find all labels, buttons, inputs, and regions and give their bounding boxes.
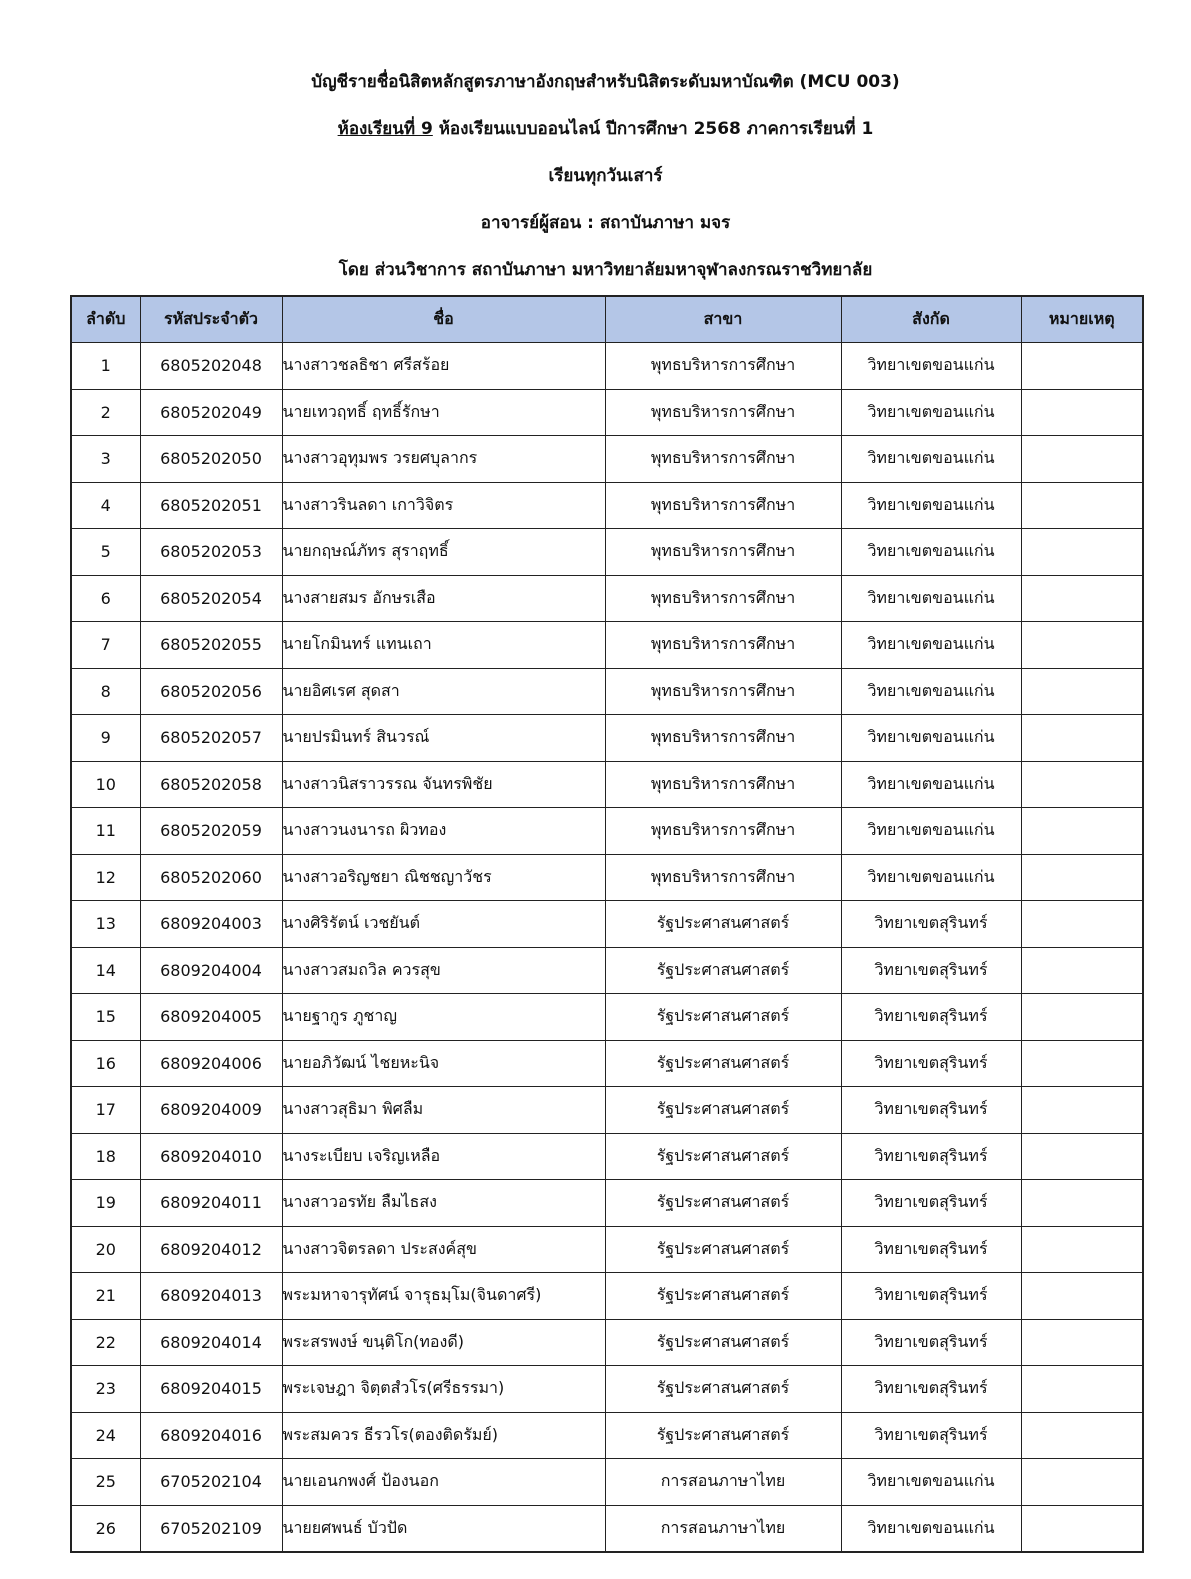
note-cell bbox=[1021, 761, 1143, 808]
table-row bbox=[71, 854, 1143, 901]
campus-cell: วิทยาเขตสุรินทร์ bbox=[841, 1133, 1021, 1180]
schedule-line: เรียนทุกวันเสาร์ bbox=[548, 166, 663, 186]
student-id-cell: 6805202060 bbox=[140, 854, 282, 901]
major-cell: รัฐประศาสนศาสตร์ bbox=[605, 1273, 841, 1320]
row-number-cell: 24 bbox=[71, 1412, 140, 1459]
note-cell bbox=[1021, 1040, 1143, 1087]
student-name-cell: นายกฤษณ์ภัทร สุราฤทธิ์ bbox=[282, 529, 605, 576]
major-cell: พุทธบริหารการศึกษา bbox=[605, 668, 841, 715]
table-row bbox=[71, 947, 1143, 994]
table-row bbox=[71, 389, 1143, 436]
campus-cell: วิทยาเขตขอนแก่น bbox=[841, 482, 1021, 529]
student-name-cell: นายยศพนธ์ บัวปัด bbox=[282, 1505, 605, 1552]
column-header-name: ชื่อ bbox=[282, 296, 605, 343]
column-header-student-id: รหัสประจำตัว bbox=[140, 296, 282, 343]
table-row bbox=[71, 482, 1143, 529]
student-id-cell: 6809204011 bbox=[140, 1180, 282, 1227]
table-row bbox=[71, 994, 1143, 1041]
campus-cell: วิทยาเขตขอนแก่น bbox=[841, 808, 1021, 855]
table-row bbox=[71, 1180, 1143, 1227]
campus-cell: วิทยาเขตขอนแก่น bbox=[841, 529, 1021, 576]
row-number-cell: 7 bbox=[71, 622, 140, 669]
student-name-cell: นางสาวอริญชยา ณิชชญาวัชร bbox=[282, 854, 605, 901]
campus-cell: วิทยาเขตสุรินทร์ bbox=[841, 1226, 1021, 1273]
note-cell bbox=[1021, 994, 1143, 1041]
student-id-cell: 6809204006 bbox=[140, 1040, 282, 1087]
major-cell: รัฐประศาสนศาสตร์ bbox=[605, 1366, 841, 1413]
major-cell: รัฐประศาสนศาสตร์ bbox=[605, 1319, 841, 1366]
table-header-row bbox=[71, 296, 1143, 343]
major-cell: พุทธบริหารการศึกษา bbox=[605, 482, 841, 529]
table-row bbox=[71, 343, 1143, 390]
student-name-cell: นายอิศเรศ สุดสา bbox=[282, 668, 605, 715]
student-name-cell: พระสรพงษ์ ขนฺติโก(ทองดี) bbox=[282, 1319, 605, 1366]
table-row bbox=[71, 1319, 1143, 1366]
note-cell bbox=[1021, 1366, 1143, 1413]
student-id-cell: 6809204004 bbox=[140, 947, 282, 994]
student-id-cell: 6809204016 bbox=[140, 1412, 282, 1459]
table-row bbox=[71, 1412, 1143, 1459]
student-name-cell: พระมหาจารุทัศน์ จารุธมฺโม(จินดาศรี) bbox=[282, 1273, 605, 1320]
row-number-cell: 9 bbox=[71, 715, 140, 762]
campus-cell: วิทยาเขตสุรินทร์ bbox=[841, 1273, 1021, 1320]
student-id-cell: 6809204015 bbox=[140, 1366, 282, 1413]
classroom-label: ห้องเรียนที่ 9 bbox=[337, 119, 433, 139]
major-cell: พุทธบริหารการศึกษา bbox=[605, 575, 841, 622]
classroom-line bbox=[10, 117, 1191, 141]
student-id-cell: 6805202053 bbox=[140, 529, 282, 576]
table-row bbox=[71, 1133, 1143, 1180]
student-name-cell: นายเอนกพงศ์ ป้องนอก bbox=[282, 1459, 605, 1506]
row-number-cell: 2 bbox=[71, 389, 140, 436]
table-row bbox=[71, 761, 1143, 808]
campus-cell: วิทยาเขตขอนแก่น bbox=[841, 715, 1021, 762]
row-number-cell: 26 bbox=[71, 1505, 140, 1552]
student-id-cell: 6805202059 bbox=[140, 808, 282, 855]
row-number-cell: 16 bbox=[71, 1040, 140, 1087]
student-id-cell: 6809204005 bbox=[140, 994, 282, 1041]
major-cell: รัฐประศาสนศาสตร์ bbox=[605, 1226, 841, 1273]
major-cell: รัฐประศาสนศาสตร์ bbox=[605, 1412, 841, 1459]
student-id-cell: 6809204009 bbox=[140, 1087, 282, 1134]
row-number-cell: 4 bbox=[71, 482, 140, 529]
row-number-cell: 22 bbox=[71, 1319, 140, 1366]
student-id-cell: 6805202056 bbox=[140, 668, 282, 715]
row-number-cell: 19 bbox=[71, 1180, 140, 1227]
row-number-cell: 15 bbox=[71, 994, 140, 1041]
major-cell: พุทธบริหารการศึกษา bbox=[605, 808, 841, 855]
student-id-cell: 6809204013 bbox=[140, 1273, 282, 1320]
major-cell: รัฐประศาสนศาสตร์ bbox=[605, 1040, 841, 1087]
major-cell: พุทธบริหารการศึกษา bbox=[605, 761, 841, 808]
row-number-cell: 3 bbox=[71, 436, 140, 483]
student-id-cell: 6809204014 bbox=[140, 1319, 282, 1366]
campus-cell: วิทยาเขตสุรินทร์ bbox=[841, 947, 1021, 994]
student-id-cell: 6805202058 bbox=[140, 761, 282, 808]
student-name-cell: นางสาวจิตรลดา ประสงค์สุข bbox=[282, 1226, 605, 1273]
table-row bbox=[71, 1366, 1143, 1413]
row-number-cell: 1 bbox=[71, 343, 140, 390]
table-row bbox=[71, 575, 1143, 622]
row-number-cell: 17 bbox=[71, 1087, 140, 1134]
table-row bbox=[71, 901, 1143, 948]
note-cell bbox=[1021, 436, 1143, 483]
note-cell bbox=[1021, 1412, 1143, 1459]
note-cell bbox=[1021, 715, 1143, 762]
student-id-cell: 6809204010 bbox=[140, 1133, 282, 1180]
note-cell bbox=[1021, 343, 1143, 390]
major-cell: รัฐประศาสนศาสตร์ bbox=[605, 1133, 841, 1180]
note-cell bbox=[1021, 482, 1143, 529]
organizer-line: โดย ส่วนวิชาการ สถาบันภาษา มหาวิทยาลัยมหาจุฬาลงกรณราชวิทยาลัย bbox=[338, 260, 873, 280]
table-row bbox=[71, 808, 1143, 855]
campus-cell: วิทยาเขตสุรินทร์ bbox=[841, 1087, 1021, 1134]
major-cell: รัฐประศาสนศาสตร์ bbox=[605, 1087, 841, 1134]
major-cell: การสอนภาษาไทย bbox=[605, 1459, 841, 1506]
note-cell bbox=[1021, 1459, 1143, 1506]
student-id-cell: 6705202104 bbox=[140, 1459, 282, 1506]
student-name-cell: นางสาวรินลดา เกาวิจิตร bbox=[282, 482, 605, 529]
campus-cell: วิทยาเขตสุรินทร์ bbox=[841, 1319, 1021, 1366]
instructor-line: อาจารย์ผู้สอน : สถาบันภาษา มจร bbox=[480, 213, 731, 233]
note-cell bbox=[1021, 854, 1143, 901]
campus-cell: วิทยาเขตขอนแก่น bbox=[841, 343, 1021, 390]
note-cell bbox=[1021, 1133, 1143, 1180]
row-number-cell: 6 bbox=[71, 575, 140, 622]
campus-cell: วิทยาเขตขอนแก่น bbox=[841, 1505, 1021, 1552]
row-number-cell: 25 bbox=[71, 1459, 140, 1506]
student-name-cell: นายโกมินทร์ แทนเถา bbox=[282, 622, 605, 669]
major-cell: รัฐประศาสนศาสตร์ bbox=[605, 947, 841, 994]
student-name-cell: นางสายสมร อักษรเสือ bbox=[282, 575, 605, 622]
student-id-cell: 6809204003 bbox=[140, 901, 282, 948]
column-header-campus: สังกัด bbox=[841, 296, 1021, 343]
document-title: บัญชีรายชื่อนิสิตหลักสูตรภาษาอังกฤษสำหรับนิสิตระดับมหาบัณฑิต (MCU 003) bbox=[311, 72, 900, 92]
note-cell bbox=[1021, 389, 1143, 436]
column-header-note: หมายเหตุ bbox=[1021, 296, 1143, 343]
note-cell bbox=[1021, 1273, 1143, 1320]
table-row bbox=[71, 1087, 1143, 1134]
student-name-cell: นายอภิวัฒน์ ไชยหะนิจ bbox=[282, 1040, 605, 1087]
table-row bbox=[71, 1459, 1143, 1506]
row-number-cell: 8 bbox=[71, 668, 140, 715]
major-cell: รัฐประศาสนศาสตร์ bbox=[605, 901, 841, 948]
campus-cell: วิทยาเขตขอนแก่น bbox=[841, 436, 1021, 483]
major-cell: พุทธบริหารการศึกษา bbox=[605, 854, 841, 901]
note-cell bbox=[1021, 1319, 1143, 1366]
table-row bbox=[71, 715, 1143, 762]
column-header-major: สาขา bbox=[605, 296, 841, 343]
table-row bbox=[71, 1273, 1143, 1320]
student-name-cell: นางศิริรัตน์ เวชยันต์ bbox=[282, 901, 605, 948]
student-name-cell: นางสาวนงนารถ ผิวทอง bbox=[282, 808, 605, 855]
campus-cell: วิทยาเขตขอนแก่น bbox=[841, 668, 1021, 715]
major-cell: รัฐประศาสนศาสตร์ bbox=[605, 994, 841, 1041]
major-cell: พุทธบริหารการศึกษา bbox=[605, 715, 841, 762]
campus-cell: วิทยาเขตสุรินทร์ bbox=[841, 1412, 1021, 1459]
note-cell bbox=[1021, 1180, 1143, 1227]
table-row bbox=[71, 436, 1143, 483]
student-id-cell: 6705202109 bbox=[140, 1505, 282, 1552]
table-row bbox=[71, 1226, 1143, 1273]
major-cell: พุทธบริหารการศึกษา bbox=[605, 389, 841, 436]
campus-cell: วิทยาเขตขอนแก่น bbox=[841, 761, 1021, 808]
table-row bbox=[71, 1505, 1143, 1552]
campus-cell: วิทยาเขตขอนแก่น bbox=[841, 575, 1021, 622]
campus-cell: วิทยาเขตขอนแก่น bbox=[841, 854, 1021, 901]
row-number-cell: 23 bbox=[71, 1366, 140, 1413]
student-id-cell: 6805202054 bbox=[140, 575, 282, 622]
student-id-cell: 6805202048 bbox=[140, 343, 282, 390]
student-name-cell: นางสาวอุทุมพร วรยศบุลากร bbox=[282, 436, 605, 483]
classroom-detail: ห้องเรียนแบบออนไลน์ ปีการศึกษา 2568 ภาคการเรียนที่ 1 bbox=[432, 119, 874, 139]
row-number-cell: 14 bbox=[71, 947, 140, 994]
student-name-cell: พระเจษฎา จิตฺตสํวโร(ศรีธรรมา) bbox=[282, 1366, 605, 1413]
student-name-cell: นายปรมินทร์ สินวรณ์ bbox=[282, 715, 605, 762]
row-number-cell: 20 bbox=[71, 1226, 140, 1273]
row-number-cell: 10 bbox=[71, 761, 140, 808]
campus-cell: วิทยาเขตสุรินทร์ bbox=[841, 994, 1021, 1041]
major-cell: พุทธบริหารการศึกษา bbox=[605, 343, 841, 390]
major-cell: พุทธบริหารการศึกษา bbox=[605, 436, 841, 483]
table-row bbox=[71, 1040, 1143, 1087]
student-name-cell: นางสาวสุธิมา พิศลืม bbox=[282, 1087, 605, 1134]
note-cell bbox=[1021, 668, 1143, 715]
campus-cell: วิทยาเขตสุรินทร์ bbox=[841, 1040, 1021, 1087]
student-id-cell: 6805202051 bbox=[140, 482, 282, 529]
table-body bbox=[71, 343, 1143, 1553]
student-name-cell: นางสาวชลธิชา ศรีสร้อย bbox=[282, 343, 605, 390]
row-number-cell: 11 bbox=[71, 808, 140, 855]
student-name-cell: นางสาวสมถวิล ควรสุข bbox=[282, 947, 605, 994]
campus-cell: วิทยาเขตสุรินทร์ bbox=[841, 1366, 1021, 1413]
student-id-cell: 6805202057 bbox=[140, 715, 282, 762]
major-cell: พุทธบริหารการศึกษา bbox=[605, 622, 841, 669]
major-cell: พุทธบริหารการศึกษา bbox=[605, 529, 841, 576]
major-cell: การสอนภาษาไทย bbox=[605, 1505, 841, 1552]
row-number-cell: 12 bbox=[71, 854, 140, 901]
note-cell bbox=[1021, 575, 1143, 622]
student-name-cell: นางระเบียบ เจริญเหลือ bbox=[282, 1133, 605, 1180]
student-name-cell: พระสมควร ธีรวโร(ตองติดรัมย์) bbox=[282, 1412, 605, 1459]
row-number-cell: 13 bbox=[71, 901, 140, 948]
row-number-cell: 21 bbox=[71, 1273, 140, 1320]
student-id-cell: 6805202055 bbox=[140, 622, 282, 669]
table-row bbox=[71, 529, 1143, 576]
student-id-cell: 6809204012 bbox=[140, 1226, 282, 1273]
note-cell bbox=[1021, 529, 1143, 576]
campus-cell: วิทยาเขตสุรินทร์ bbox=[841, 901, 1021, 948]
student-name-cell: นางสาวอรทัย ลืมไธสง bbox=[282, 1180, 605, 1227]
row-number-cell: 5 bbox=[71, 529, 140, 576]
student-roster-table bbox=[70, 295, 1144, 1553]
campus-cell: วิทยาเขตขอนแก่น bbox=[841, 622, 1021, 669]
note-cell bbox=[1021, 947, 1143, 994]
note-cell bbox=[1021, 808, 1143, 855]
campus-cell: วิทยาเขตขอนแก่น bbox=[841, 1459, 1021, 1506]
note-cell bbox=[1021, 1087, 1143, 1134]
student-id-cell: 6805202050 bbox=[140, 436, 282, 483]
table-row bbox=[71, 668, 1143, 715]
student-name-cell: นายเทวฤทธิ์ ฤทธิ์รักษา bbox=[282, 389, 605, 436]
campus-cell: วิทยาเขตสุรินทร์ bbox=[841, 1180, 1021, 1227]
note-cell bbox=[1021, 1226, 1143, 1273]
student-name-cell: นางสาวนิสราวรรณ จันทรพิชัย bbox=[282, 761, 605, 808]
note-cell bbox=[1021, 901, 1143, 948]
column-header-no: ลำดับ bbox=[71, 296, 140, 343]
student-name-cell: นายฐากูร ภูชาญ bbox=[282, 994, 605, 1041]
row-number-cell: 18 bbox=[71, 1133, 140, 1180]
note-cell bbox=[1021, 1505, 1143, 1552]
major-cell: รัฐประศาสนศาสตร์ bbox=[605, 1180, 841, 1227]
note-cell bbox=[1021, 622, 1143, 669]
table-row bbox=[71, 622, 1143, 669]
campus-cell: วิทยาเขตขอนแก่น bbox=[841, 389, 1021, 436]
student-id-cell: 6805202049 bbox=[140, 389, 282, 436]
